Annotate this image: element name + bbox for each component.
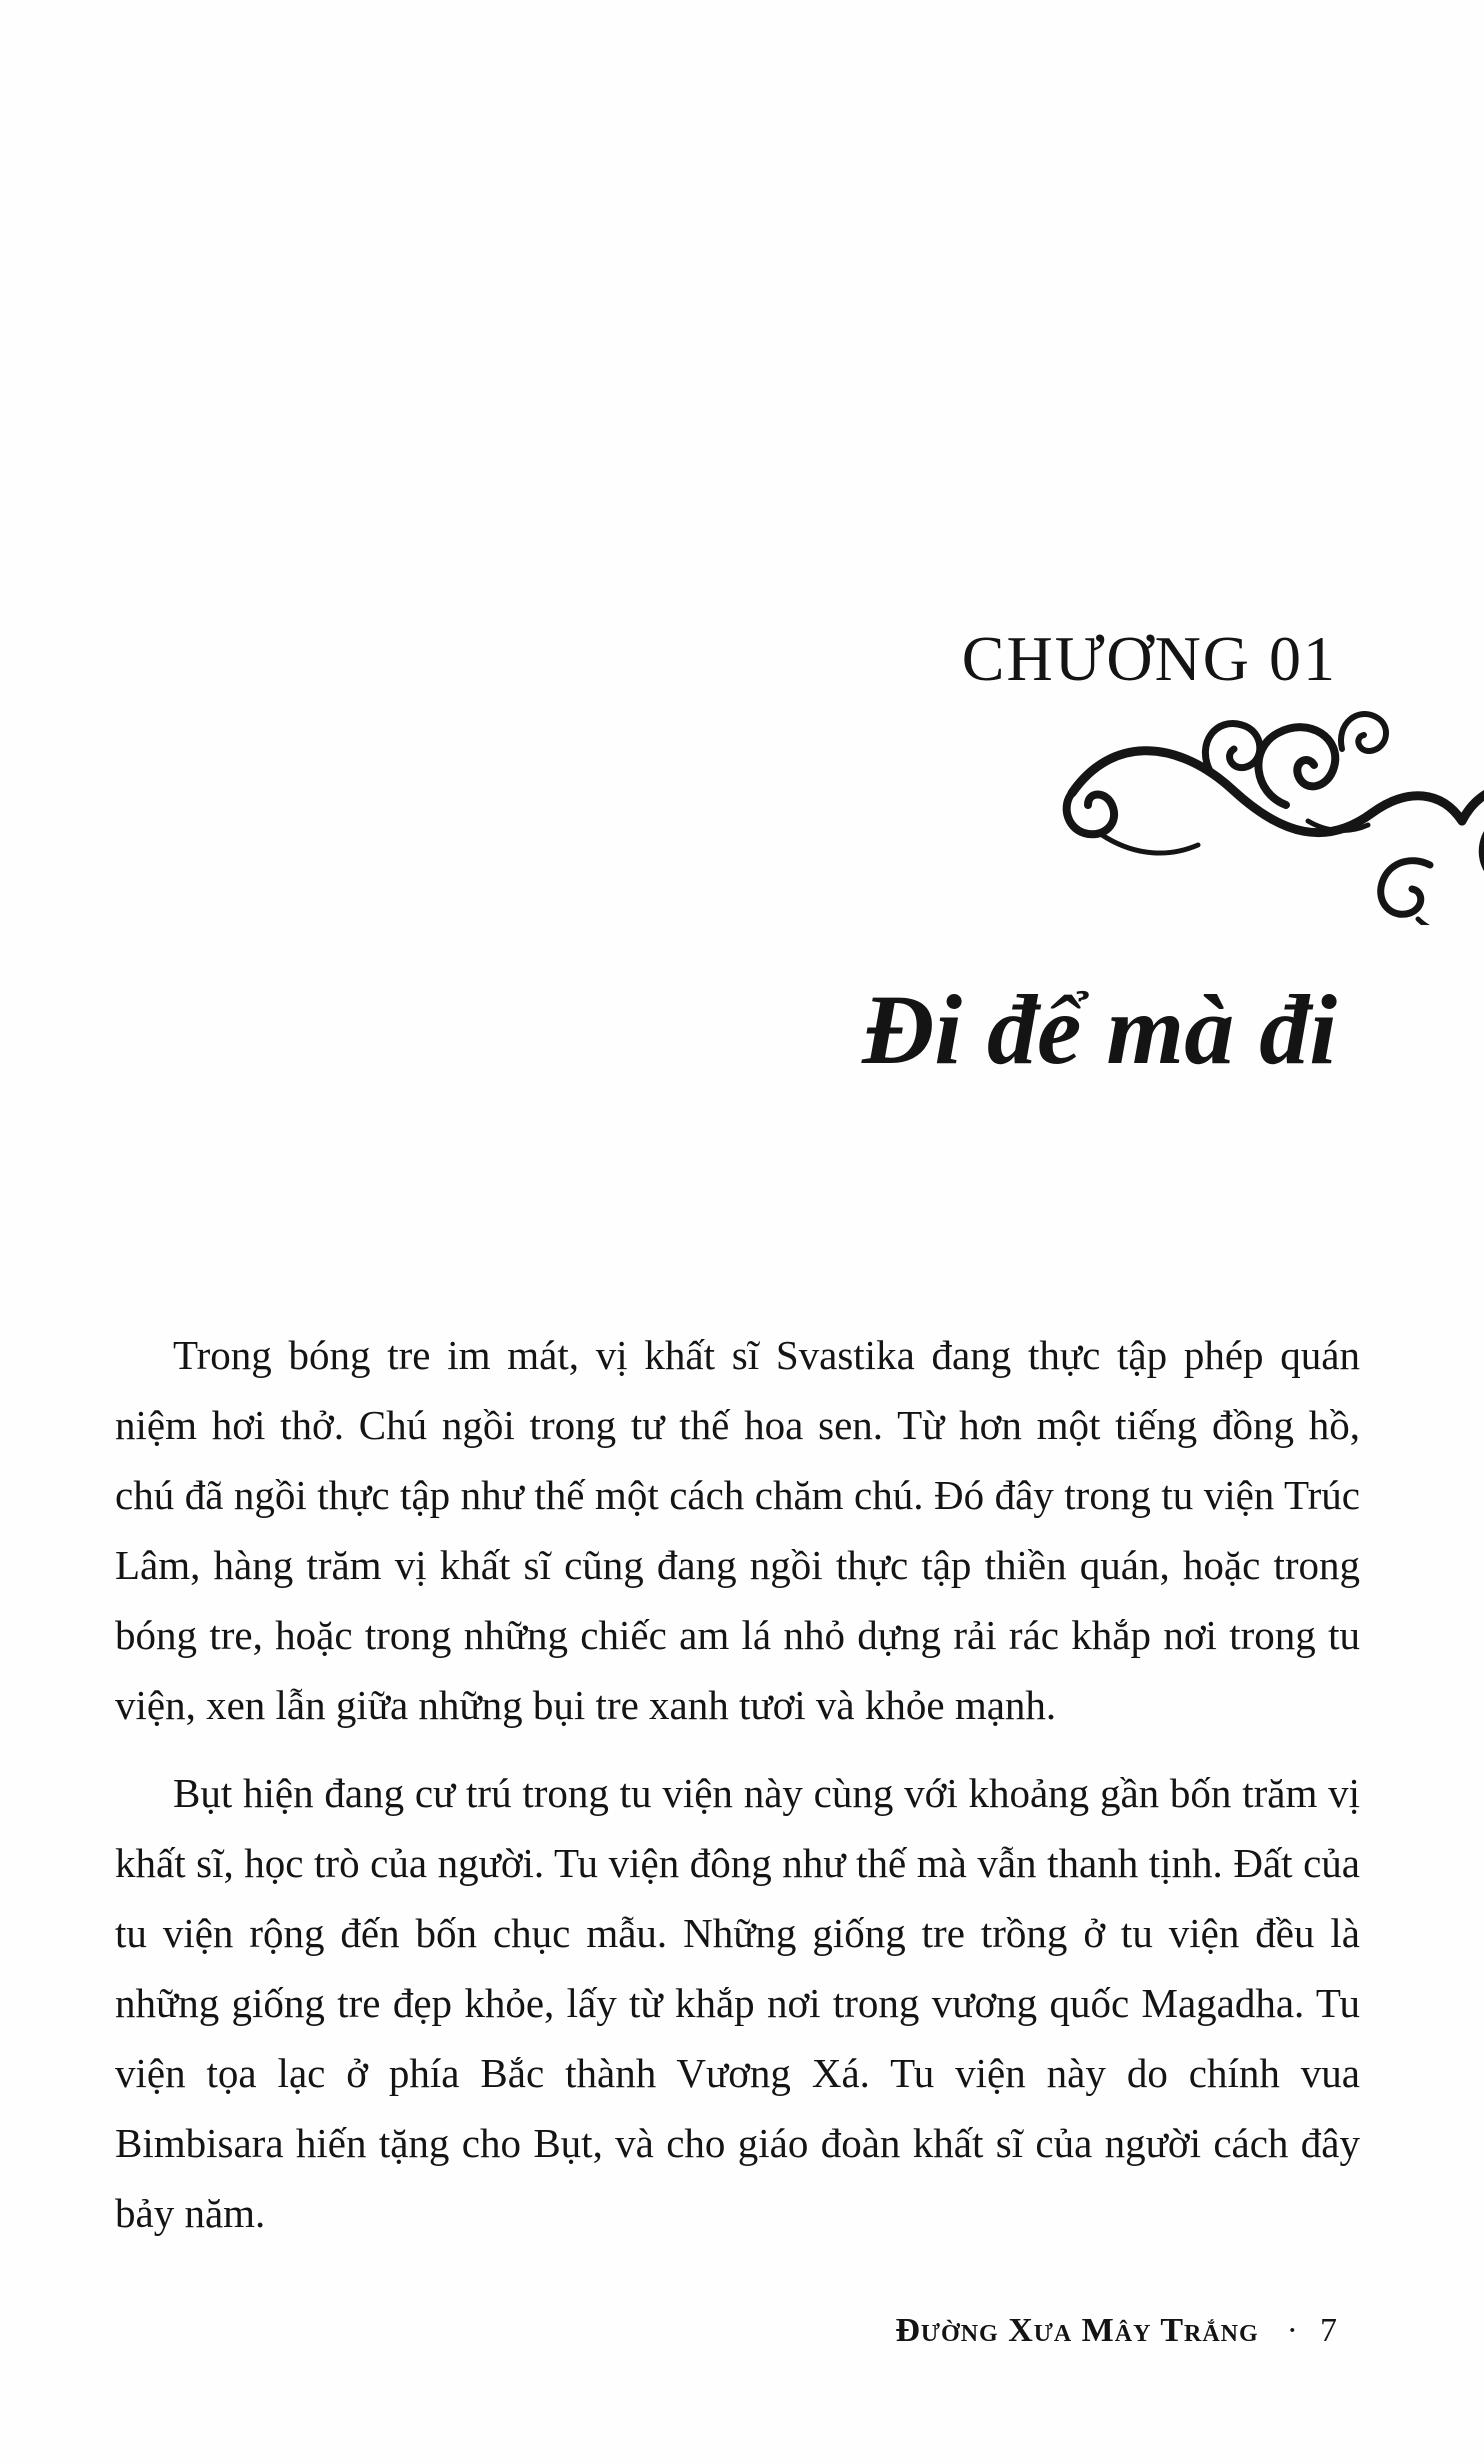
footer-book-title: Đường Xưa Mây Trắng (895, 2312, 1259, 2349)
body-text-block (115, 1320, 1360, 2266)
footer-separator: · (1286, 2312, 1298, 2349)
footer-page-number: 7 (1320, 2312, 1337, 2349)
page-footer (895, 2312, 1337, 2350)
chapter-number-heading: CHƯƠNG 01 (961, 623, 1337, 694)
chapter-title: Đi để mà đi (862, 974, 1337, 1085)
paragraph: Bụt hiện đang cư trú trong tu viện này cùng với khoảng gần bốn trăm vị khất sĩ, học trò của người. Tu viện đông như thế mà vẫn thanh tịnh. Đất của tu viện rộng đến bốn chục mẫu. Những giống tre trồng ở tu viện đều là những giống tre đẹp khỏe, lấy từ khắp nơi trong vương quốc Magadha. Tu viện tọa lạc ở phía Bắc thành Vương Xá. Tu viện này do chính vua Bimbisara hiến tặng cho Bụt, và cho giáo đoàn khất sĩ của người cách đây bảy năm. (115, 1770, 1360, 2236)
paragraph: Trong bóng tre im mát, vị khất sĩ Svastika đang thực tập phép quán niệm hơi thở. Chú ngồi trong tư thế hoa sen. Từ hơn một tiếng đồng hồ, chú đã ngồi thực tập như thế một cách chăm chú. Đó đây trong tu viện Trúc Lâm, hàng trăm vị khất sĩ cũng đang ngồi thực tập thiền quán, hoặc trong bóng tre, hoặc trong những chiếc am lá nhỏ dựng rải rác khắp nơi trong tu viện, xen lẫn giữa những bụi tre xanh tươi và khỏe mạnh. (115, 1332, 1360, 1728)
flourish-ornament-icon (1058, 705, 1484, 925)
